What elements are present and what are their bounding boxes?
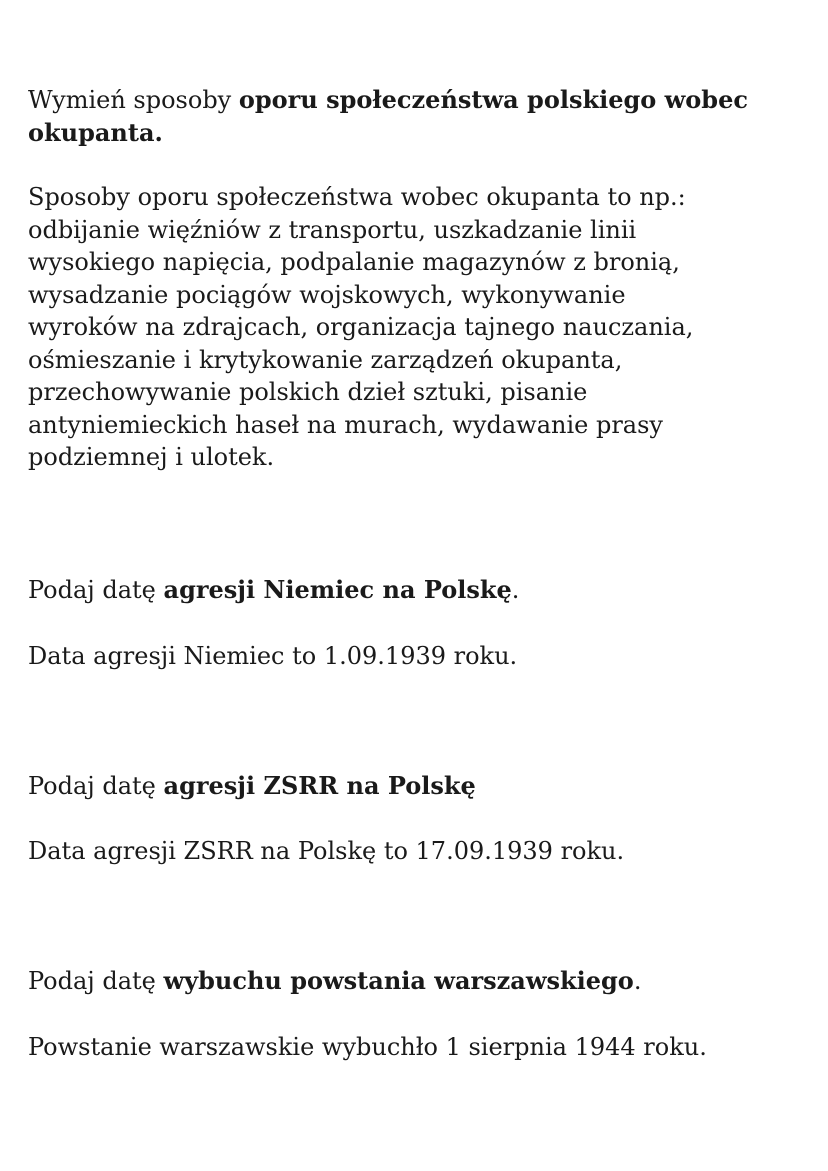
question-resistance [28,84,808,149]
answer-line: podziemnej i ulotek. [28,443,275,471]
question-suffix: . [633,967,642,995]
question-suffix: . [511,576,520,604]
question-ussr-aggression [28,770,808,803]
answer-line: ośmieszanie i krytykowanie zarządzeń okupanta, [28,345,623,374]
answer-line: wyroków na zdrajcach, organizacja tajnego nauczania, [28,313,694,341]
question-emphasis: agresji Niemiec na Polskę [163,575,512,604]
question-prefix: Wymień sposoby [28,86,239,114]
answer-resistance [28,181,808,474]
question-german-aggression [28,574,808,607]
answer-line: odbijanie więźniów z transportu, uszkadzanie linii [28,215,637,244]
answer-line: antyniemieckich haseł na murach, wydawanie prasy [28,410,663,439]
question-warsaw-uprising [28,965,808,998]
answer-german-aggression: Data agresji Niemiec to 1.09.1939 roku. [28,642,518,670]
question-prefix: Podaj datę [28,576,164,604]
answer-warsaw-uprising: Powstanie warszawskie wybuchło 1 sierpnia 1944 roku. [28,1033,707,1061]
answer-line: wysadzanie pociągów wojskowych, wykonywanie [28,280,626,309]
question-emphasis: wybuchu powstania warszawskiego [163,966,634,995]
answer-line: przechowywanie polskich dzieł sztuki, pisanie [28,378,588,406]
question-prefix: Podaj datę [28,772,164,800]
answer-ussr-aggression: Data agresji ZSRR na Polskę to 17.09.1939 roku. [28,837,625,865]
answer-line: wysokiego napięcia, podpalanie magazynów z bronią, [28,248,680,276]
question-emphasis: agresji ZSRR na Polskę [163,771,476,800]
answer-line: Sposoby oporu społeczeństwa wobec okupanta to np.: [28,183,686,211]
question-prefix: Podaj datę [28,967,164,995]
question-emphasis: oporu społeczeństwa polskiego wobec okupanta. [28,85,748,147]
